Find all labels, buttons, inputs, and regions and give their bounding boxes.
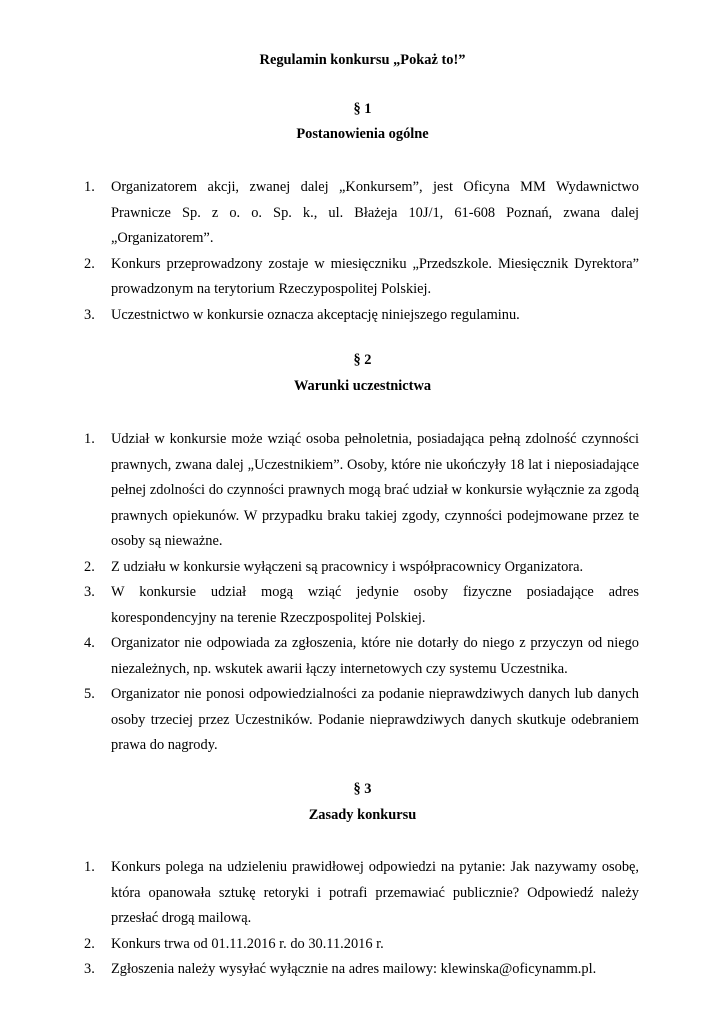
item-text: Z udziału w konkursie wyłączeni są pracownicy i współpracownicy Organizatora. xyxy=(111,558,584,575)
list-item xyxy=(84,631,639,682)
item-number: 2. xyxy=(84,935,95,952)
item-number: 1. xyxy=(84,431,95,447)
section-1-heading: Postanowienia ogólne xyxy=(296,126,429,142)
list-item xyxy=(84,580,639,631)
item-text: Udział w konkursie może wziąć osoba pełnoletnia, posiadająca pełną zdolność czynności prawnych, zwana dalej „Uczestnikiem”. Osoby, które nie ukończyły 18 lat i nieposiadające pełnej zdolności do czynności prawnych mogą brać udział w konkursie wyłącznie za zgodą prawnych opiekunów. W przypadku braku takiej zgody, czynności podejmowane przez te osoby są nieważne. xyxy=(111,431,639,549)
section-3-list xyxy=(84,855,639,983)
item-text: Zgłoszenia należy wysyłać wyłącznie na adres mailowy: klewinska@oficynamm.pl. xyxy=(111,961,597,977)
item-text: Uczestnictwo w konkursie oznacza akceptację niniejszego regulaminu. xyxy=(111,306,520,323)
item-text: Organizator nie odpowiada za zgłoszenia, które nie dotarły do niego z przyczyn od niego niezależnych, np. wskutek awarii łączy internetowych czy systemu Uczestnika. xyxy=(111,635,639,677)
section-1-list xyxy=(84,175,639,328)
item-number: 5. xyxy=(84,686,95,702)
section-3-number: § 3 xyxy=(353,781,372,797)
item-number: 3. xyxy=(84,961,95,977)
list-item xyxy=(84,427,639,555)
item-text: Organizatorem akcji, zwanej dalej „Konkursem”, jest Oficyna MM Wydawnictwo Prawnicze Sp. z o. o. Sp. k., ul. Błażeja 10J/1, 61-608 Poznań, zwana dalej „Organizatorem”. xyxy=(111,179,639,246)
list-item xyxy=(84,957,639,983)
item-number: 1. xyxy=(84,179,95,195)
item-number: 1. xyxy=(84,859,95,875)
list-item xyxy=(84,252,639,303)
list-item xyxy=(84,175,639,252)
section-2-number: § 2 xyxy=(353,352,372,368)
list-item xyxy=(84,855,639,932)
section-1-number: § 1 xyxy=(353,101,372,117)
list-item xyxy=(84,303,639,329)
item-number: 3. xyxy=(84,306,95,323)
page-title: Regulamin konkursu „Pokaż to!” xyxy=(259,52,466,68)
list-item xyxy=(84,555,639,581)
list-item xyxy=(84,932,639,958)
section-3-heading: Zasady konkursu xyxy=(308,807,417,823)
item-text: Organizator nie ponosi odpowiedzialności za podanie nieprawdziwych danych lub danych osoby trzeciej przez Uczestników. Podanie nieprawdziwych danych skutkuje odebraniem prawa do nagrody. xyxy=(111,686,639,753)
item-number: 2. xyxy=(84,255,95,272)
item-number: 3. xyxy=(84,584,95,600)
section-2-list xyxy=(84,427,639,759)
item-text: W konkursie udział mogą wziąć jedynie osoby fizyczne posiadające adres korespondencyjny na terenie Rzeczpospolitej Polskiej. xyxy=(111,584,639,626)
item-number: 4. xyxy=(84,635,95,651)
item-text: Konkurs polega na udzieleniu prawidłowej odpowiedzi na pytanie: Jak nazywamy osobę, która opanowała sztukę retoryki i potrafi przemawiać publicznie? Odpowiedź należy przesłać drogą mailową. xyxy=(111,859,639,926)
item-number: 2. xyxy=(84,558,95,575)
item-text: Konkurs przeprowadzony zostaje w miesięczniku „Przedszkole. Miesięcznik Dyrektora” prowadzonym na terytorium Rzeczypospolitej Polskiej. xyxy=(111,255,639,297)
list-item xyxy=(84,682,639,759)
section-2-heading: Warunki uczestnictwa xyxy=(293,378,432,394)
item-text: Konkurs trwa od 01.11.2016 r. do 30.11.2016 r. xyxy=(111,935,384,952)
